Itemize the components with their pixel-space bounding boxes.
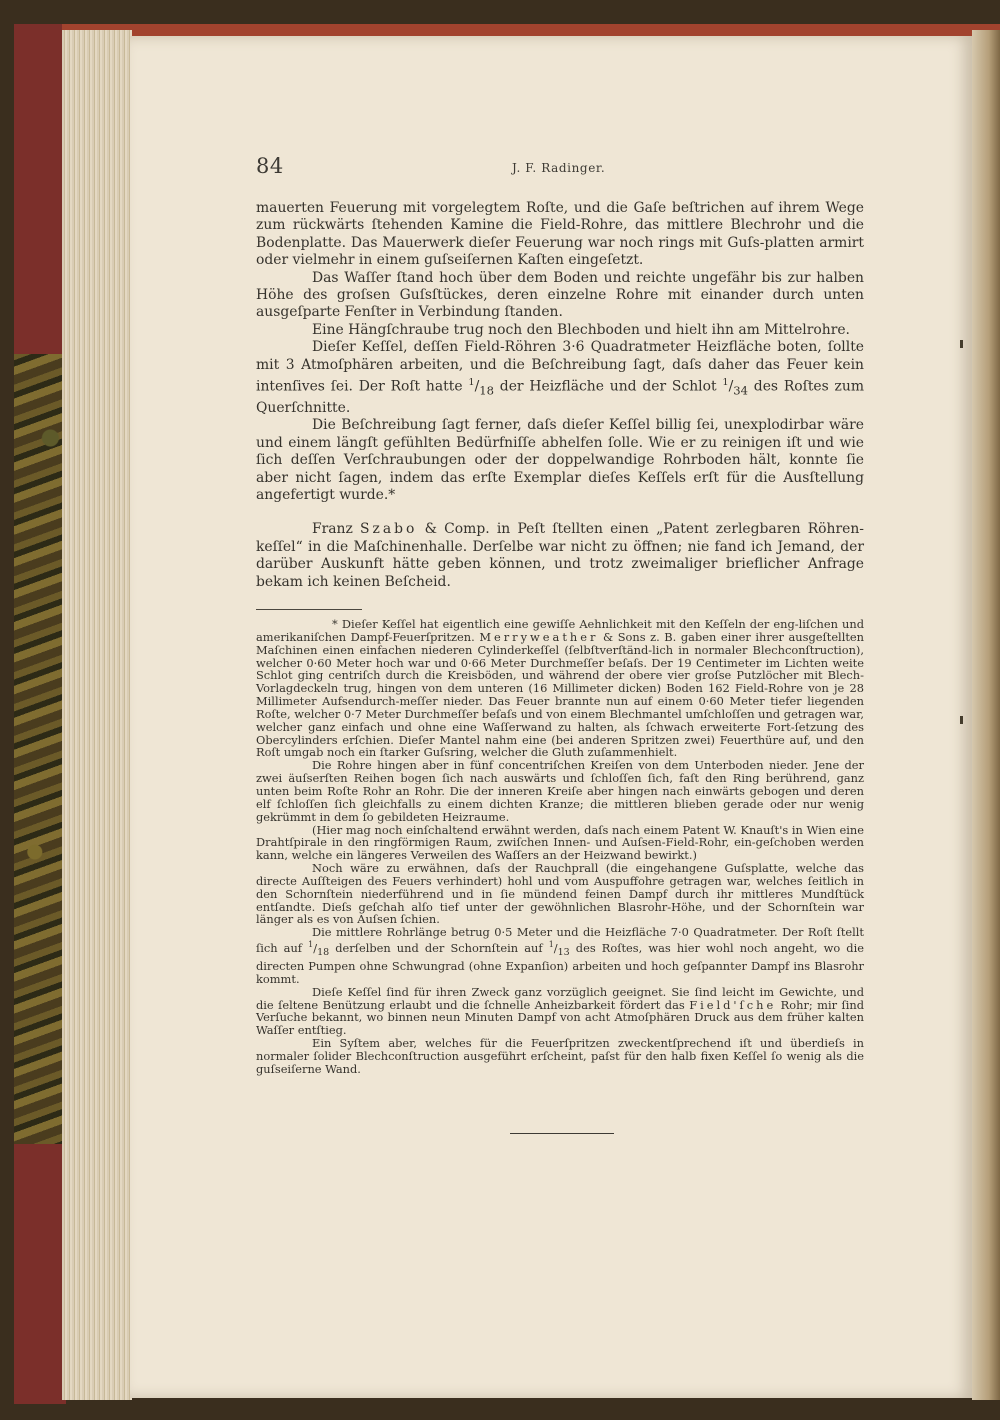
fraction-denominator: 18	[317, 947, 330, 959]
page-number: 84	[256, 154, 284, 178]
text-run: derſelben und der Schornſtein auf	[329, 940, 549, 955]
text-run: Rohr; mir ſind Verſuche bekannt, wo binnen neun Minuten Dampf von acht Atmoſphären Druck aus dem früher kalten Waſſer entſtieg.	[256, 997, 864, 1038]
page-stack-edges	[62, 30, 132, 1400]
page-header	[256, 154, 836, 184]
marbled-book-cover	[14, 24, 66, 1404]
footnote-paragraph: Die Rohre hingen aber in fünf concentriſchen Kreiſen von dem Unterboden nieder. Jene der zwei äuſserſten Reihen bogen ſich nach auswärts und ſchloſſen ſich, faſt den Ring berührend, ganz unten beim Roſte Rohr an Rohr. Die der inneren Kreiſe aber hingen nach einwärts gebogen und deren elf ſchloſſen ſich gleichfalls zu einem dichten Kranze; die mittleren blieben gerade oder nur wenig gekrümmt in dem ſo gebildeten Heizraume.	[256, 758, 864, 824]
fraction-numerator: 1	[548, 940, 554, 950]
fraction-numerator: 1	[722, 377, 729, 389]
paragraph: Eine Hängſchraube trug noch den Blechboden und hielt ihn am Mittelrohre.	[312, 321, 850, 338]
footnote-paragraph: Die mittlere Rohrlänge betrug 0·5 Meter und die Heizfläche 7·0 Quadratmeter. Der Roſt ſtellt ſich auf $^1/_{18}$ derſelben und der Schornſtein auf $^1/_{13}$ des Roſtes, was hier wohl noch angeht, wo die directen Pumpen ohne Schwungrad (ohne Expanſion) arbeiten und hoch geſpannter Dampf ins Blasrohr kommt.	[256, 925, 864, 986]
text-run: & Comp. in Peſt ſtellten einen „Patent zerlegbaren Röhren-keſſel“ in die Maſchinenhalle. Derſelbe war nicht zu öffnen; nie fand ich Jemand, der darüber Auskunft hätte geben können, und trotz zweimaliger brieflicher Anfrage bekam ich keinen Beſcheid.	[256, 521, 864, 590]
text-run: des Roſtes zum Querſchnitte.	[256, 378, 864, 416]
footnote-separator	[256, 609, 362, 610]
fraction-denominator: 13	[557, 947, 570, 959]
text-run: des Roſtes, was hier wohl noch angeht, wo die directen Pumpen ohne Schwungrad (ohne Expanſion) arbeiten und hoch geſpannter Dampf ins Blasrohr kommt.	[256, 940, 864, 986]
cover-binding-bottom	[14, 1144, 66, 1404]
text-run: Franz	[312, 521, 361, 538]
paragraph: Dieſer Keſſel, deſſen Field-Röhren 3·6 Quadratmeter Heizfläche boten, ſollte mit 3 Atmoſphären arbeiten, und die Beſchreibung ſagt, daſs daher das Feuer kein intenſives ſei. Der Roſt hatte $^1/_{18}$ der Heizfläche und der Schlot $^1/_{34}$ des Roſtes zum Querſchnitte.	[256, 339, 864, 416]
book-top-edge	[62, 24, 1000, 36]
text-run: Die mittlere Rohrlänge betrug 0·5 Meter und die Heizfläche 7·0 Quadratmeter. Der Roſt ſtellt ſich auf	[256, 925, 864, 955]
footnote-paragraph	[256, 986, 864, 1037]
fraction-numerator: 1	[308, 940, 314, 950]
margin-mark	[960, 716, 963, 724]
paragraph	[256, 521, 864, 591]
paragraph: Die Beſchreibung ſagt ferner, daſs dieſer Keſſel billig ſei, unexplodirbar wäre und einem längſt gefühlten Bedürfniſſe abhelfen ſolle. Wie er zu reinigen iſt und wie ſich deſſen Verſchraubungen oder der doppelwandige Rohrboden hält, konnte ſie aber nicht ſagen, indem das erſte Exemplar dieſes Keſſels erſt für die Ausſtellung angefertigt wurde.*	[256, 417, 864, 503]
running-title: J. F. Radinger.	[512, 161, 606, 175]
proper-name: Field'ſche	[689, 997, 777, 1012]
text-run: & Sons z. B. gaben einer ihrer ausgeſtellten Maſchinen einen einfachen niederen Cylinderkeſſel (ſelbſtverſtänd-lich in normaler Blechconſtruction), welcher 0·60 Meter hoch war und 0·66 Meter Durchmeſſer beſaſs. Der 19 Centimeter im Lichten weite Schlot ging centriſch durch die Kreisböden, und während der obere vier groſse Putzlöcher mit Blech-Vorlagdeckeln trug, hingen von dem unteren (16 Millimeter dicken) Boden 162 Field-Rohre von je 28 Millimeter Aufsendurch-meſſer nieder. Das Feuer brannte nun auf einem 0·60 Meter tiefer liegenden Roſte, welcher 0·7 Meter Durchmeſſer beſaſs und von einem Blechmantel umſchloſſen und getragen war, welcher ganz einfach und ohne eine Waſſerwand zu halten, als ſchwach erweiterte Fort-ſetzung des Obercylinders erſchien. Dieſer Mantel nahm eine (bei anderen Spritzen zwei) Feuerthüre auf, und den Roſt umgab noch ein ſtarker Guſsring, welcher die Gluth zuſammenhielt.	[256, 629, 864, 760]
footnote-paragraph: (Hier mag noch einſchaltend erwähnt werden, daſs nach einem Patent W. Knauſt's in Wien eine Drahtſpirale in den ringförmigen Raum, zwiſchen Innen- und Auſsen-Field-Rohr, ein-geſchoben werden kann, welche ein längeres Verweilen des Waſſers an der Heizwand bewirkt.)	[256, 822, 864, 863]
end-rule	[510, 1133, 614, 1134]
fraction-denominator: 18	[479, 383, 494, 398]
margin-mark	[960, 340, 963, 348]
company-name: Szabo	[360, 521, 418, 538]
text-run: der Heizfläche und der Schlot	[493, 378, 723, 395]
paragraph: mauerten Feuerung mit vorgelegtem Roſte, und die Gaſe beſtrichen auf ihrem Wege zum rückwärts ſtehenden Kamine die Field-Rohre, das mittlere Blechrohr und die Bodenplatte. Das Mauerwerk dieſer Feuerung war noch rings mit Guſs-platten armirt oder vielmehr in einem guſseiſernen Kaſten eingeſetzt.	[256, 200, 864, 269]
fraction-numerator: 1	[468, 377, 475, 389]
page-right-edge	[972, 30, 1000, 1400]
footnotes	[256, 618, 864, 1076]
text-run: Dieſe Keſſel ſind für ihren Zweck ganz vorzüglich geeignet. Sie ſind leicht im Gewichte, und die ſeltene Benützung erlaubt und die ſchnelle Anheizbarkeit fördert das	[256, 984, 864, 1012]
company-name: Merryweather	[479, 629, 599, 644]
cover-binding-top	[14, 24, 66, 354]
footnote-paragraph: Ein Syſtem aber, welches für die Feuerſpritzen zweckentſprechend iſt und überdieſs in normaler ſolider Blechconſtruction ausgeführt erſcheint, paſst für den halb fixen Keſſel ſo wenig als die guſseiſerne Wand.	[256, 1036, 864, 1076]
paragraph: Das Waſſer ſtand hoch über dem Boden und reichte ungefähr bis zur halben Höhe des groſsen Guſsſtückes, deren einzelne Rohre mit einander durch unten ausgeſparte Fenſter in Verbindung ſtanden.	[256, 269, 864, 321]
footnote-paragraph	[256, 618, 864, 759]
main-text	[256, 200, 864, 591]
fraction-denominator: 34	[733, 383, 748, 398]
text-run: Dieſer Keſſel, deſſen Field-Röhren 3·6 Quadratmeter Heizfläche boten, ſollte mit 3 Atmoſphären arbeiten, und die Beſchreibung ſagt, daſs daher das Feuer kein intenſives ſei. Der Roſt hatte	[256, 339, 864, 395]
footnote-paragraph: Noch wäre zu erwähnen, daſs der Rauchprall (die eingehangene Guſsplatte, welche das directe Auſſteigen des Feuers verhindert) hohl und vom Auspuffohre getragen war, welches ſeitlich in den Schornſtein niederführend und in ſie mündend feinen Dampf durch ihr mittleres Mundſtück entſandte. Dieſs geſchah alſo tief unter der gewöhnlichen Blasrohr-Höhe, und der Schornſtein war länger als es von Auſsen ſchien.	[256, 861, 864, 927]
text-run: * Dieſer Keſſel hat eigentlich eine gewiſſe Aehnlichkeit mit den Keſſeln der eng-liſchen und amerikaniſchen Dampf-Feuerſpritzen.	[256, 617, 864, 644]
